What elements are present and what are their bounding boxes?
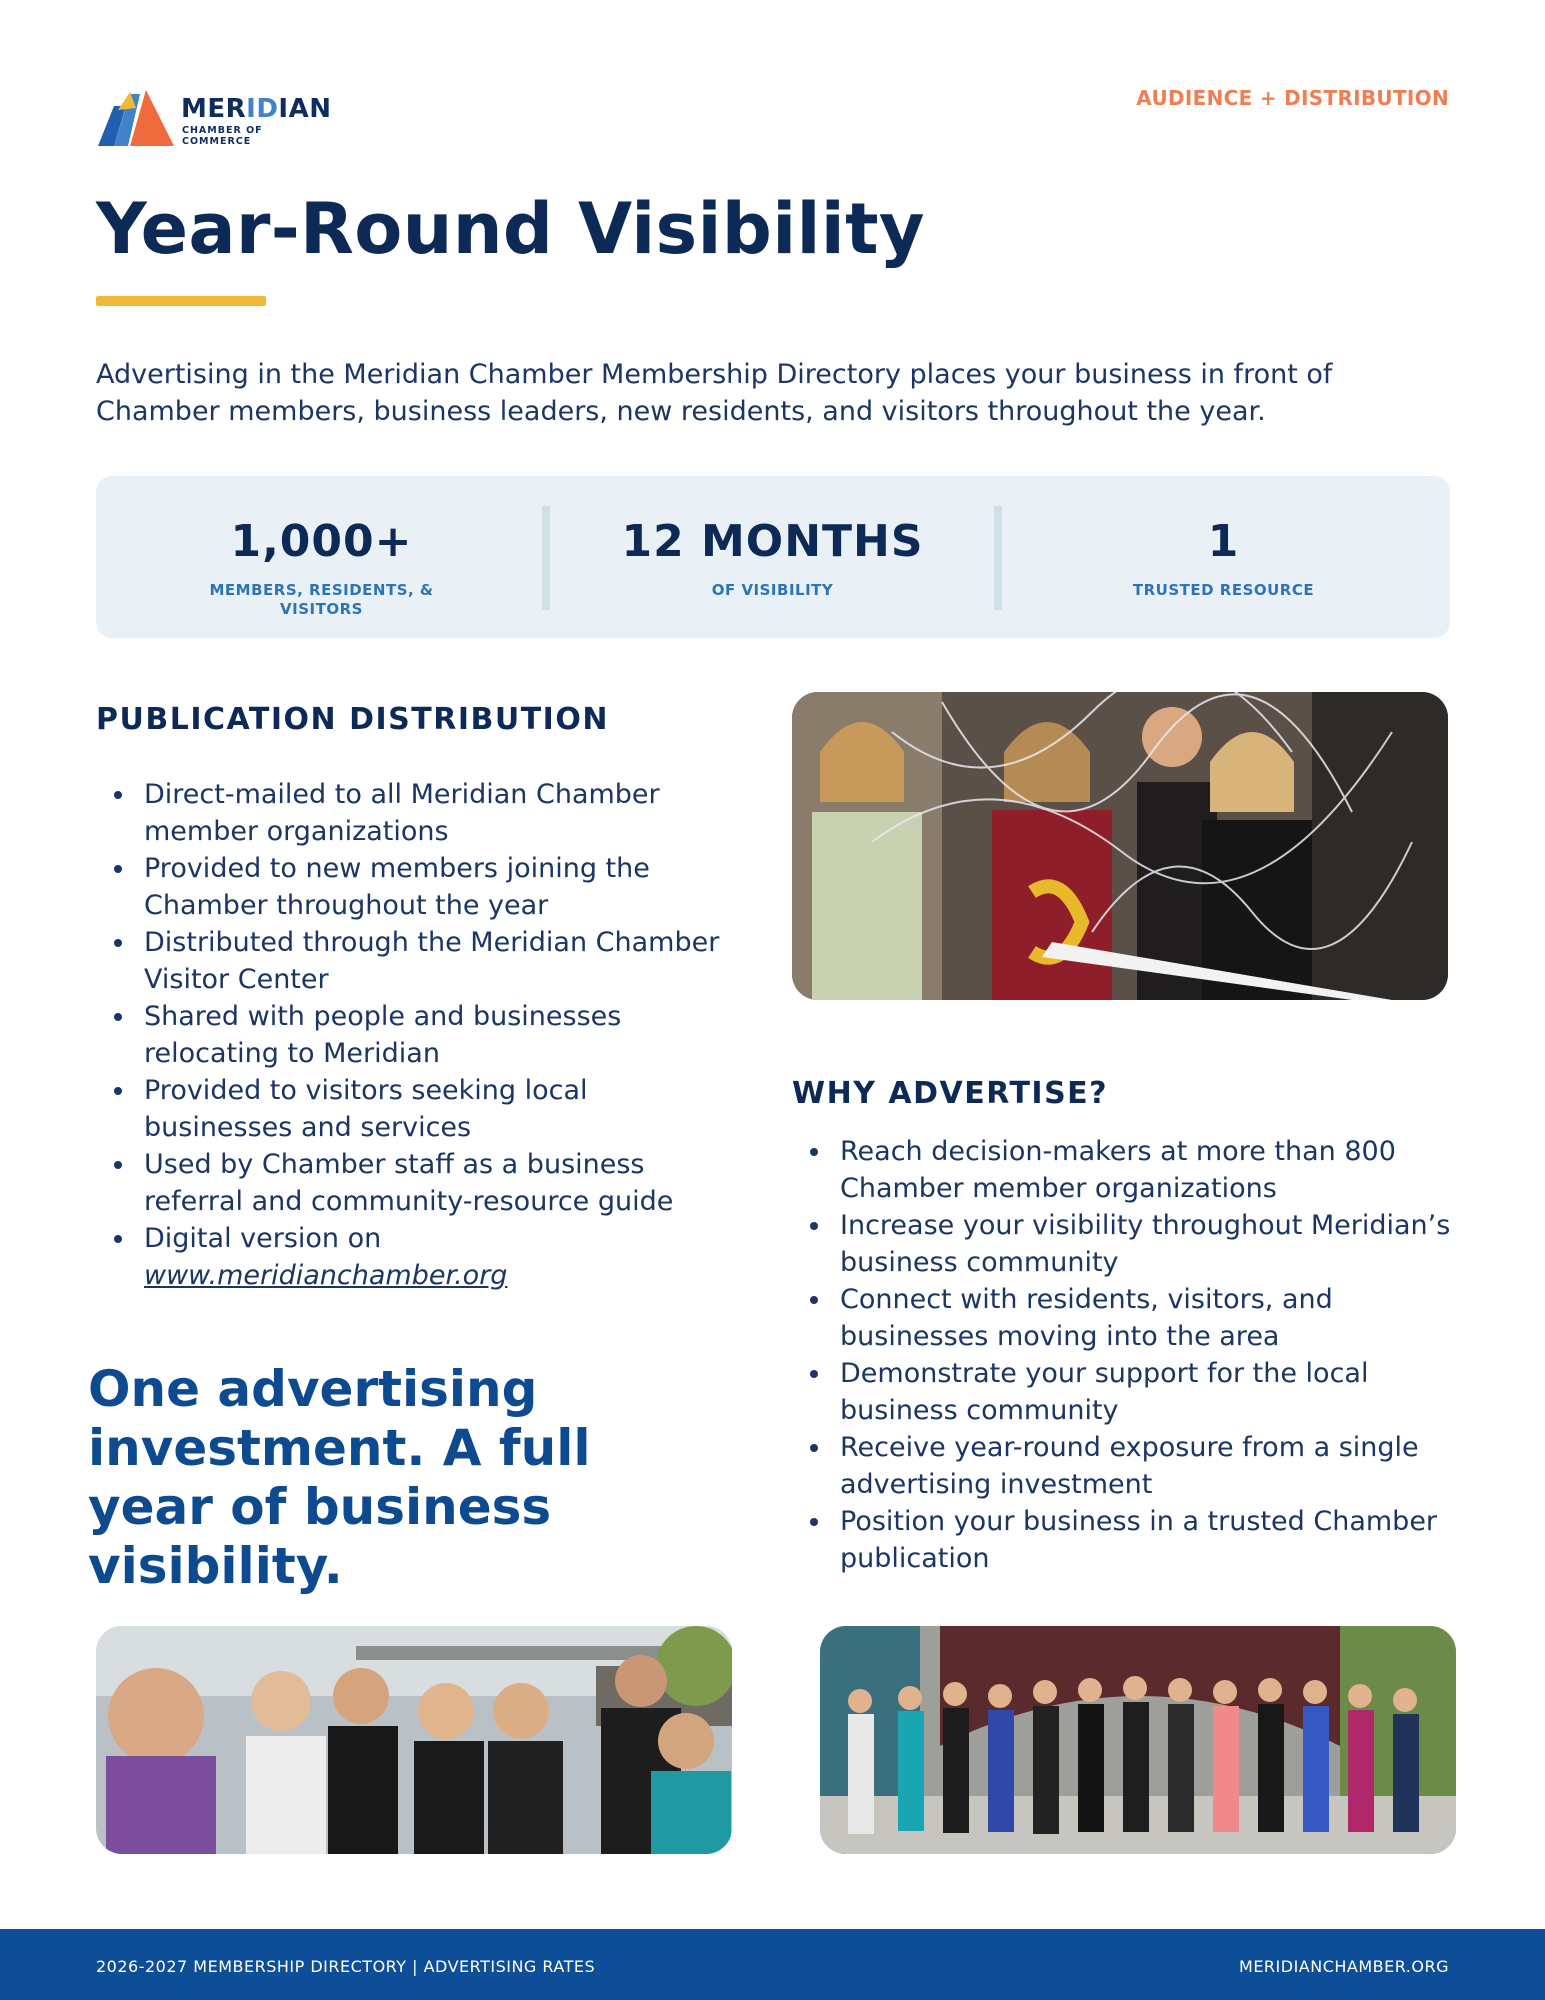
digital-prefix: Digital version on bbox=[144, 1223, 382, 1254]
group-clapping-photo bbox=[96, 1626, 732, 1854]
chamber-logo bbox=[96, 88, 336, 150]
list-item: Distributed through the Meridian Chamber Visitor Center bbox=[96, 924, 736, 998]
logo-subtitle: CHAMBER OF COMMERCE bbox=[182, 125, 263, 147]
why-heading: WHY ADVERTISE? bbox=[792, 1076, 1109, 1111]
footer-publication: 2026-2027 MEMBERSHIP DIRECTORY | ADVERTISING RATES bbox=[96, 1957, 596, 1976]
ribbon-cutting-photo bbox=[792, 692, 1448, 1000]
group-portrait-photo bbox=[820, 1626, 1456, 1854]
list-item: Demonstrate your support for the local business community bbox=[792, 1355, 1462, 1429]
intro-paragraph: Advertising in the Meridian Chamber Membership Directory places your business in front of Chamber members, business leaders, new residents, and visitors throughout the year. bbox=[96, 359, 1333, 427]
callout-text: One advertising investment. A full year of business visibility. bbox=[88, 1360, 591, 1595]
list-item: Used by Chamber staff as a business referral and community-resource guide bbox=[96, 1146, 736, 1220]
section-tag: AUDIENCE + DISTRIBUTION bbox=[1136, 86, 1449, 110]
why-list bbox=[792, 1133, 1462, 1577]
list-item: Connect with residents, visitors, and businesses moving into the area bbox=[792, 1281, 1462, 1355]
stat-resource bbox=[998, 476, 1449, 638]
stat-members bbox=[96, 476, 547, 638]
list-item: Reach decision-makers at more than 800 Chamber member organizations bbox=[792, 1133, 1462, 1207]
distribution-list bbox=[96, 776, 736, 1294]
footer-website[interactable]: MERIDIANCHAMBER.ORG bbox=[1239, 1957, 1449, 1976]
stat-value: 1 bbox=[1207, 516, 1240, 567]
list-item: Provided to visitors seeking local businesses and services bbox=[96, 1072, 736, 1146]
stat-label: MEMBERS, RESIDENTS, & VISITORS bbox=[209, 581, 434, 618]
list-item: Shared with people and businesses relocating to Meridian bbox=[96, 998, 736, 1072]
distribution-heading: PUBLICATION DISTRIBUTION bbox=[96, 702, 609, 737]
list-item: Position your business in a trusted Chamber publication bbox=[792, 1503, 1462, 1577]
page-title: Year-Round Visibility bbox=[96, 188, 925, 270]
stat-label: TRUSTED RESOURCE bbox=[1132, 581, 1315, 599]
list-item bbox=[96, 1220, 736, 1294]
footer-bar bbox=[0, 1929, 1545, 2000]
stat-value: 12 MONTHS bbox=[621, 516, 924, 567]
stat-value: 1,000+ bbox=[230, 516, 413, 567]
logo-mark-icon bbox=[96, 88, 176, 150]
title-underline bbox=[96, 296, 266, 306]
stats-bar bbox=[96, 476, 1450, 638]
list-item: Direct-mailed to all Meridian Chamber member organizations bbox=[96, 776, 736, 850]
list-item: Receive year-round exposure from a single advertising investment bbox=[792, 1429, 1462, 1503]
website-link[interactable]: www.meridianchamber.org bbox=[144, 1260, 508, 1291]
stat-months bbox=[547, 476, 998, 638]
logo-wordmark: MERIDIAN bbox=[181, 94, 332, 124]
list-item: Increase your visibility throughout Meridian’s business community bbox=[792, 1207, 1462, 1281]
list-item: Provided to new members joining the Chamber throughout the year bbox=[96, 850, 736, 924]
stat-label: OF VISIBILITY bbox=[711, 581, 834, 599]
